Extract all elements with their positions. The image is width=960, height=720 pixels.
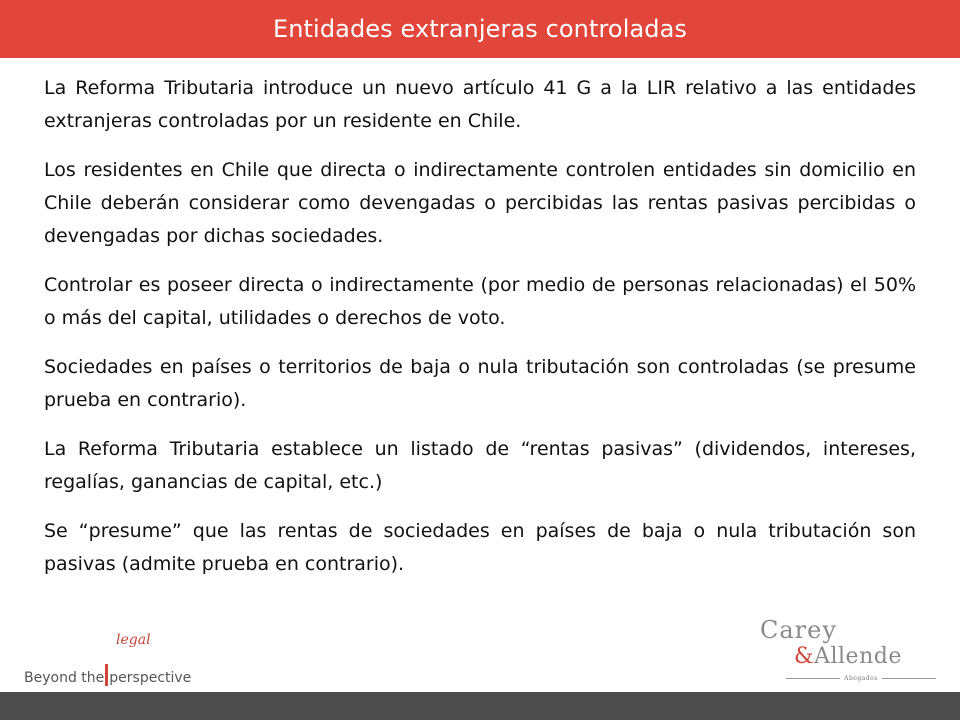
- paragraph-5: La Reforma Tributaria establece un listado de “rentas pasivas” (dividendos, intereses, regalías, ganancias de capital, etc.): [44, 438, 916, 493]
- tagline-logo: [24, 632, 224, 692]
- firm-name-line1: Carey: [760, 616, 837, 644]
- slide-title: Entidades extranjeras controladas: [272, 15, 688, 43]
- paragraph-4: Sociedades en países o territorios de baja o nula tributación son controladas (se presume prueba en contrario).: [44, 356, 916, 411]
- tagline-divider: [105, 664, 108, 686]
- paragraph-6: Se “presume” que las rentas de sociedades en países de baja o nula tributación son pasivas (admite prueba en contrario).: [44, 520, 916, 575]
- firm-rule-right: [882, 678, 936, 679]
- paragraph-2: Los residentes en Chile que directa o indirectamente controlen entidades sin domicilio en Chile deberán considerar como devengadas o percibidas las rentas pasivas percibidas o devengadas por dichas sociedades.: [44, 159, 916, 247]
- slide-content: [44, 72, 916, 597]
- paragraph-1: La Reforma Tributaria introduce un nuevo artículo 41 G a la LIR relativo a las entidades extranjeras controladas por un residente en Chile.: [44, 77, 916, 132]
- bottom-bar: [0, 692, 960, 720]
- firm-rule-left: [786, 678, 840, 679]
- firm-name-line2: [794, 644, 902, 669]
- tagline-legal: legal: [116, 632, 151, 648]
- firm-subtitle-row: [786, 674, 936, 682]
- tagline-after: perspective: [109, 670, 192, 686]
- firm-logo: [756, 616, 940, 682]
- firm-ampersand: &: [794, 644, 815, 669]
- tagline-text: [24, 664, 191, 686]
- firm-subtitle: Abogados: [844, 674, 878, 682]
- tagline-before: Beyond the: [24, 670, 105, 686]
- paragraph-3: Controlar es poseer directa o indirectamente (por medio de personas relacionadas) el 50% o más del capital, utilidades o derechos de voto.: [44, 274, 916, 329]
- firm-name-allende: Allende: [814, 644, 902, 669]
- slide-title-bar: [0, 0, 960, 58]
